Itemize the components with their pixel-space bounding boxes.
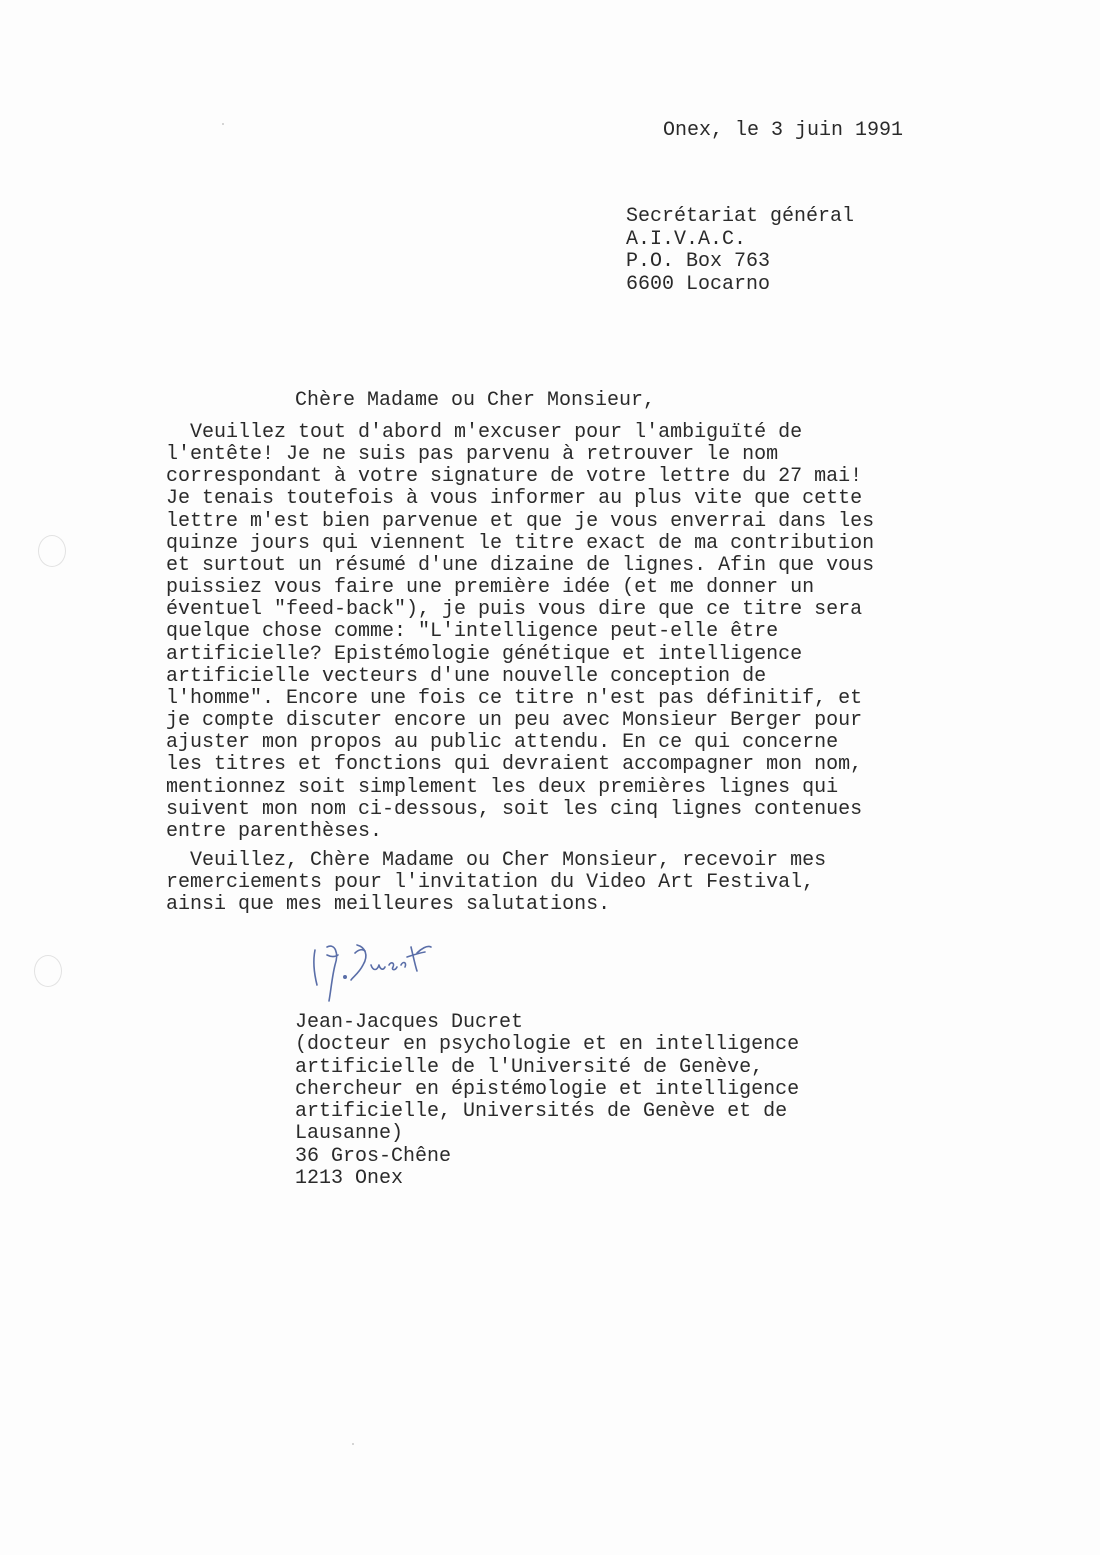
signer-line: artificielle de l'Université de Genève, — [295, 1055, 764, 1079]
recipient-line: 6600 Locarno — [626, 272, 771, 296]
text-line: remerciements pour l'invitation du Video Art Festival, — [166, 871, 815, 895]
signer-line: (docteur en psychologie et en intelligence — [295, 1033, 800, 1057]
letter-date: Onex, le 3 juin 1991 — [663, 119, 904, 142]
signer-street: 36 Gros-Chêne — [295, 1144, 452, 1168]
punch-hole-mark — [38, 535, 66, 567]
text-line: suivent mon nom ci-dessous, soit les cinq lignes contenues — [166, 797, 863, 821]
text-line: quinze jours qui viennent le titre exact de ma contribution — [166, 531, 875, 555]
text-line: l'homme". Encore une fois ce titre n'est pas définitif, et — [166, 686, 863, 710]
text-line: je compte discuter encore un peu avec Monsieur Berger pour — [166, 709, 863, 733]
punch-hole-mark — [34, 955, 62, 987]
recipient-line: P.O. Box 763 — [626, 250, 771, 273]
text-line: ainsi que mes meilleures salutations. — [166, 893, 611, 917]
paper-speck — [222, 123, 224, 125]
text-line: artificielle? Epistémologie génétique et intelligence — [166, 642, 803, 666]
signer-name: Jean-Jacques Ducret — [295, 1011, 524, 1034]
recipient-line: Secrétariat général — [626, 205, 855, 228]
text-line: Je tenais toutefois à vous informer au plus vite que cette — [166, 487, 863, 511]
text-line: lettre m'est bien parvenue et que je vous enverrai dans les — [166, 509, 875, 533]
signer-line: Lausanne) — [295, 1122, 404, 1146]
handwritten-signature — [305, 935, 445, 1005]
text-line: l'entête! Je ne suis pas parvenu à retrouver le nom — [166, 443, 779, 467]
text-line: et surtout un résumé d'une dizaine de lignes. Afin que vous — [166, 553, 875, 577]
body-paragraph-1 — [166, 422, 874, 843]
text-line: puissiez vous faire une première idée (et me donner un — [166, 576, 815, 600]
signer-block — [295, 1012, 799, 1190]
text-line: ajuster mon propos au public attendu. En ce qui concerne — [166, 731, 839, 755]
recipient-line: A.I.V.A.C. — [626, 227, 747, 251]
signer-line: chercheur en épistémologie et intelligence — [295, 1077, 800, 1101]
text-line: entre parenthèses. — [166, 819, 383, 843]
text-line: Veuillez, Chère Madame ou Cher Monsieur, recevoir mes — [166, 849, 827, 872]
paper-speck — [352, 1443, 354, 1445]
text-line: correspondant à votre signature de votre lettre du 27 mai! — [166, 465, 863, 489]
salutation: Chère Madame ou Cher Monsieur, — [295, 389, 656, 412]
text-line: artificielle vecteurs d'une nouvelle conception de — [166, 664, 767, 688]
signer-city: 1213 Onex — [295, 1167, 404, 1191]
text-line: quelque chose comme: "L'intelligence peut-elle être — [166, 620, 779, 644]
text-line: mentionnez soit simplement les deux premières lignes qui — [166, 775, 839, 799]
text-line: Veuillez tout d'abord m'excuser pour l'ambiguïté de — [166, 421, 803, 444]
signer-line: artificielle, Universités de Genève et de — [295, 1100, 788, 1124]
text-line: les titres et fonctions qui devraient accompagner mon nom, — [166, 753, 863, 777]
body-paragraph-2 — [166, 850, 826, 916]
recipient-address — [626, 206, 854, 296]
text-line: éventuel "feed-back"), je puis vous dire que ce titre sera — [166, 598, 863, 622]
